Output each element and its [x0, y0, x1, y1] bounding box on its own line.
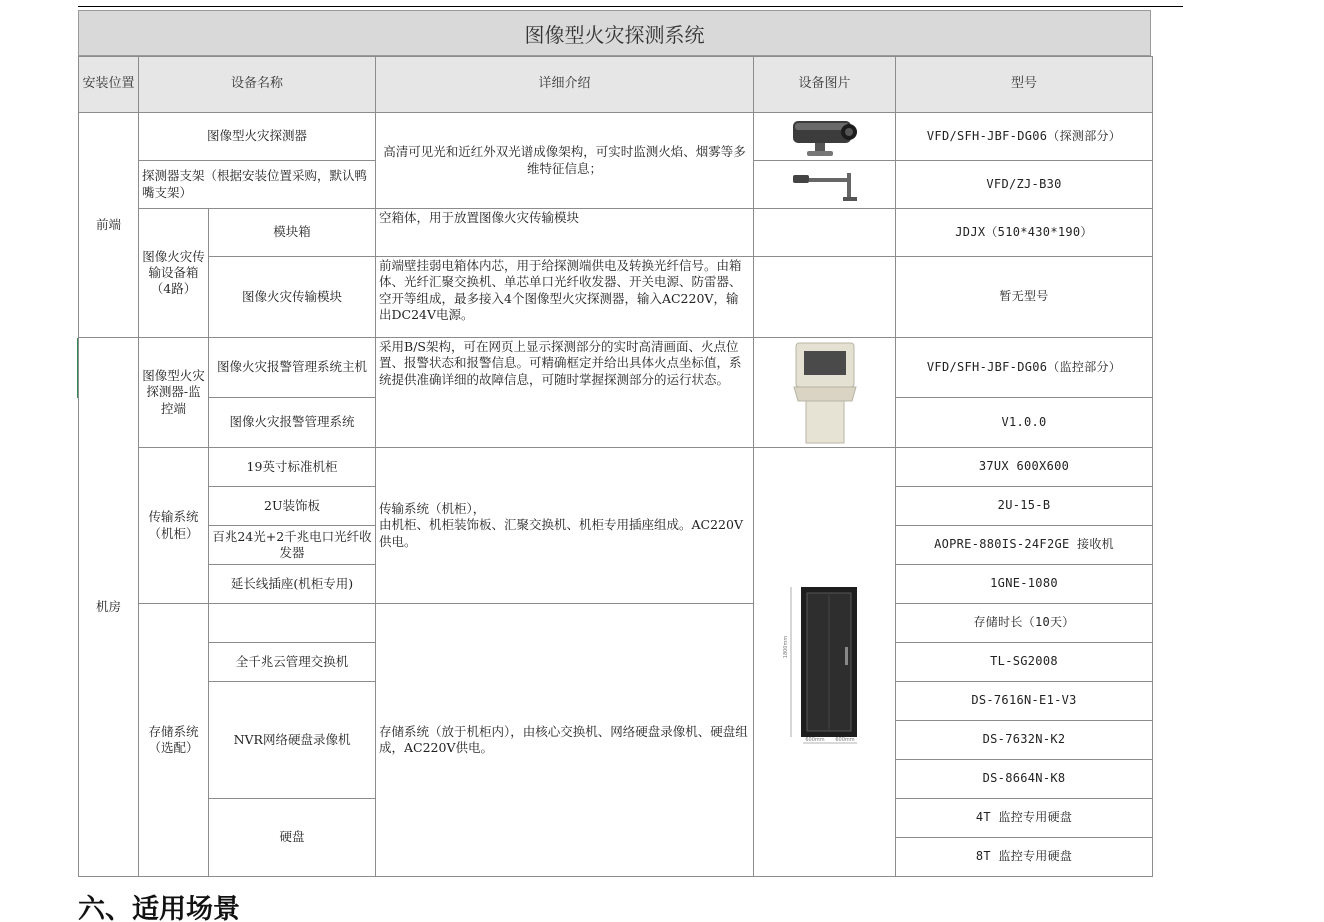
device-name: NVR网络硬盘录像机 [209, 682, 376, 799]
location-room: 机房 [79, 338, 139, 877]
top-rule [78, 6, 1183, 7]
device-name: 模块箱 [209, 209, 376, 257]
console-icon [790, 341, 860, 445]
device-model: DS-8664N-K8 [896, 760, 1153, 799]
device-model: 暂无型号 [896, 257, 1153, 338]
device-model: VFD/SFH-JBF-DG06（监控部分） [896, 338, 1153, 398]
detector-picture [754, 113, 896, 161]
table-row [79, 604, 1153, 643]
device-model: DS-7632N-K2 [896, 721, 1153, 760]
section-heading: 六、适用场景 [78, 894, 240, 922]
device-name: 图像火灾报警管理系统主机 [209, 338, 376, 398]
bracket-picture [754, 161, 896, 209]
device-name: 全千兆云管理交换机 [209, 643, 376, 682]
cabinet-width-label: 600mm [804, 737, 825, 743]
device-model: 8T 监控专用硬盘 [896, 838, 1153, 877]
group-transmission: 传输系统（机柜） [139, 448, 209, 604]
table-row [79, 338, 1153, 398]
device-name: 百兆24光+2千兆电口光纤收发器 [209, 526, 376, 565]
device-model: AOPRE-880IS-24F2GE 接收机 [896, 526, 1153, 565]
device-name: 图像型火灾探测器 [139, 113, 376, 161]
device-model: 37UX 600X600 [896, 448, 1153, 487]
cabinet-picture [754, 448, 896, 877]
header-location: 安装位置 [79, 57, 139, 113]
device-name: 延长线插座(机柜专用) [209, 565, 376, 604]
device-detail: 存储系统（放于机柜内），由核心交换机、网络硬盘录像机、硬盘组成，AC220V供电。 [376, 604, 754, 877]
device-name: 探测器支架（根据安装位置采购，默认鸭嘴支架） [139, 161, 376, 209]
header-detail: 详细介绍 [376, 57, 754, 113]
header-row [79, 57, 1153, 113]
device-name: 硬盘 [209, 799, 376, 877]
device-model: 2U-15-B [896, 487, 1153, 526]
table-row [79, 209, 1153, 257]
device-name [209, 604, 376, 643]
device-model: VFD/SFH-JBF-DG06（探测部分） [896, 113, 1153, 161]
empty-picture [754, 257, 896, 338]
device-model: 4T 监控专用硬盘 [896, 799, 1153, 838]
cabinet-height-label: 1800mm [782, 635, 789, 659]
device-detail: 高清可见光和近红外双光谱成像架构，可实时监测火焰、烟雾等多维特征信息； [376, 113, 754, 209]
equipment-table [78, 56, 1153, 877]
device-name: 图像火灾报警管理系统 [209, 398, 376, 448]
header-model: 型号 [896, 57, 1153, 113]
table-row [79, 113, 1153, 161]
device-name: 19英寸标准机柜 [209, 448, 376, 487]
device-name: 图像火灾传输模块 [209, 257, 376, 338]
device-detail: 传输系统（机柜）， 由机柜、机柜装饰板、汇聚交换机、机柜专用插座组成。AC220V供电。 [376, 448, 754, 604]
device-detail: 前端壁挂弱电箱体内芯，用于给探测端供电及转换光纤信号。由箱体、光纤汇聚交换机、单芯单口光纤收发器、开关电源、防雷器、空开等组成，最多接入4个图像型火灾探测器，输入AC220V，输出DC24V电源。 [376, 257, 754, 338]
bracket-icon [787, 165, 863, 205]
console-picture [754, 338, 896, 448]
table-row [79, 257, 1153, 338]
device-model: 1GNE-1080 [896, 565, 1153, 604]
table-row [79, 448, 1153, 487]
device-detail: 空箱体，用于放置图像火灾传输模块 [376, 209, 754, 257]
device-model: VFD/ZJ-B30 [896, 161, 1153, 209]
header-name: 设备名称 [139, 57, 376, 113]
device-model: V1.0.0 [896, 398, 1153, 448]
device-model: TL-SG2008 [896, 643, 1153, 682]
location-front: 前端 [79, 113, 139, 338]
group-storage: 存储系统（选配） [139, 604, 209, 877]
cabinet-depth-label: 600mm [834, 737, 855, 743]
camera-icon [787, 115, 863, 159]
device-name: 2U装饰板 [209, 487, 376, 526]
device-detail: 采用B/S架构，可在网页上显示探测部分的实时高清画面、火点位置、报警状态和报警信息。可精确框定并给出具体火点坐标值，系统提供准确详细的故障信息，可随时掌握探测部分的运行状态。 [376, 338, 754, 448]
group-box: 图像火灾传输设备箱（4路） [139, 209, 209, 338]
header-picture: 设备图片 [754, 57, 896, 113]
table-title: 图像型火灾探测系统 [78, 10, 1151, 56]
cabinet-icon [775, 577, 875, 747]
device-model: DS-7616N-E1-V3 [896, 682, 1153, 721]
group-monitor: 图像型火灾探测器-监控端 [139, 338, 209, 448]
empty-picture [754, 209, 896, 257]
device-model: 存储时长（10天） [896, 604, 1153, 643]
device-model: JDJX（510*430*190） [896, 209, 1153, 257]
